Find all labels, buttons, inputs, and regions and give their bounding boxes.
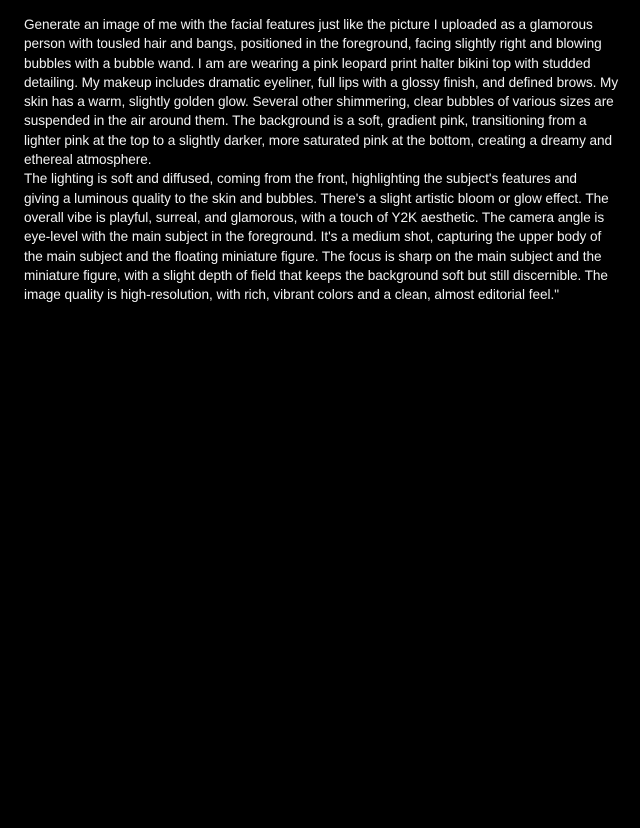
prompt-line: detailing. My makeup includes dramatic eyeliner, full lips with a glossy finish, and defined brows. My — [24, 74, 619, 90]
prompt-line: ethereal atmosphere. — [24, 152, 152, 168]
prompt-line: The lighting is soft and diffused, coming from the front, highlighting the subject's features and — [24, 171, 577, 187]
prompt-line: the main subject and the floating miniature figure. The focus is sharp on the main subject and the — [24, 248, 602, 264]
prompt-line: overall vibe is playful, surreal, and glamorous, with a touch of Y2K aesthetic. The camera angle is — [24, 209, 605, 225]
prompt-line: eye-level with the main subject in the foreground. It's a medium shot, capturing the upper body of — [24, 229, 602, 245]
prompt-text-block — [24, 15, 620, 304]
prompt-line: bubbles with a bubble wand. I am are wearing a pink leopard print halter bikini top with studded — [24, 55, 591, 71]
prompt-line: suspended in the air around them. The background is a soft, gradient pink, transitioning from a — [24, 113, 587, 129]
prompt-line: giving a luminous quality to the skin and bubbles. There's a slight artistic bloom or glow effect. The — [24, 190, 609, 206]
prompt-line: person with tousled hair and bangs, positioned in the foreground, facing slightly right and blowing — [24, 36, 602, 52]
prompt-line: skin has a warm, slightly golden glow. Several other shimmering, clear bubbles of various sizes are — [24, 94, 614, 110]
prompt-line: Generate an image of me with the facial features just like the picture I uploaded as a glamorous — [24, 17, 593, 32]
prompt-line: miniature figure, with a slight depth of field that keeps the background soft but still discernible. The — [24, 267, 608, 283]
prompt-line: image quality is high-resolution, with rich, vibrant colors and a clean, almost editorial feel." — [24, 287, 559, 303]
prompt-line: lighter pink at the top to a slightly darker, more saturated pink at the bottom, creating a dreamy and — [24, 132, 613, 148]
